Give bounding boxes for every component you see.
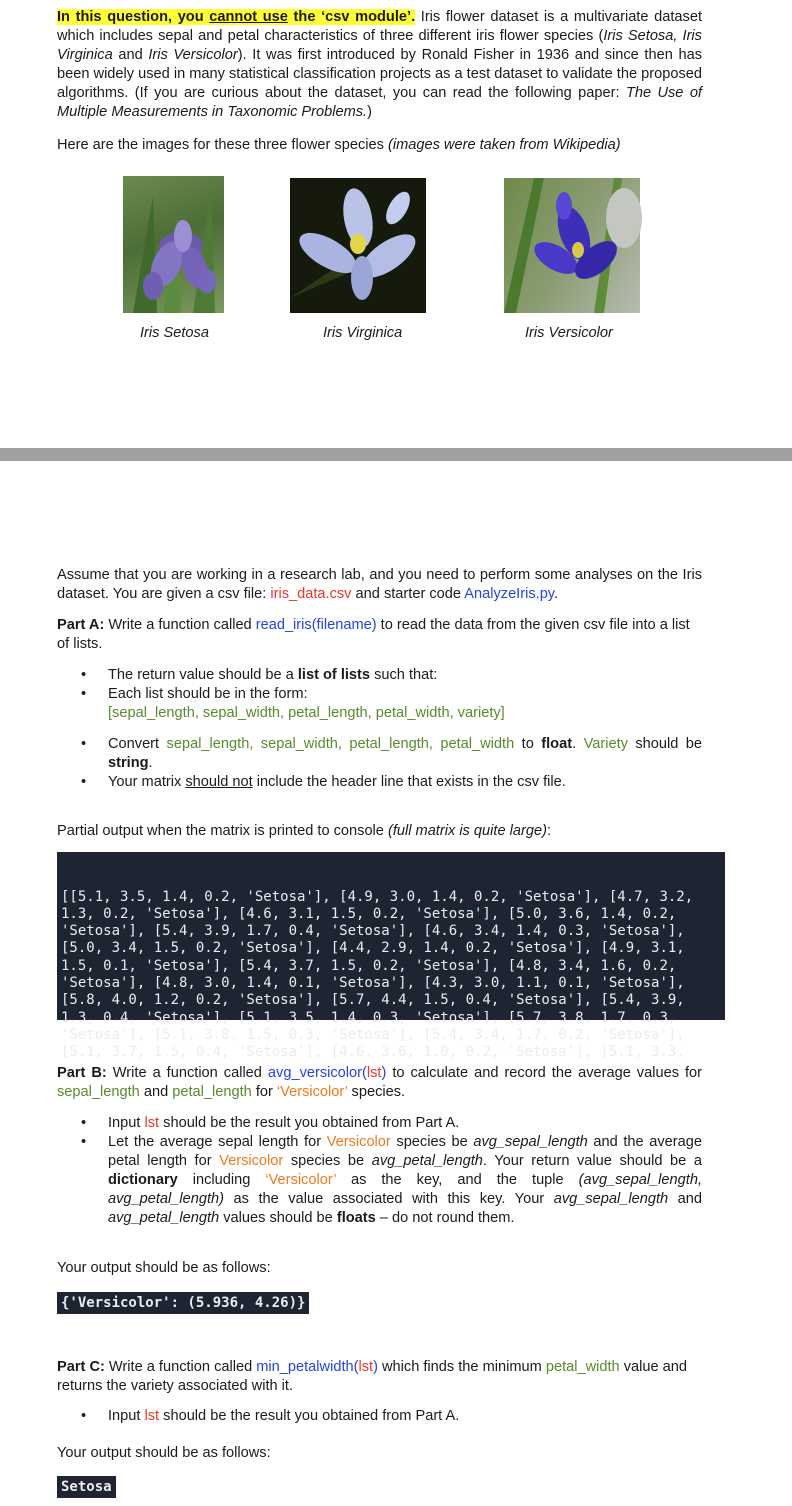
images-intro: Here are the images for these three flower species (images were taken from Wikipedia): [57, 137, 621, 153]
csv-file-name: iris_data.csv: [270, 586, 352, 602]
list-item: • Input lst should be the result you obtained from Part A.: [57, 1114, 702, 1133]
part-b-bullets: [57, 1114, 702, 1228]
code-line: [5.8, 4.0, 1.2, 0.2, 'Setosa'], [5.7, 4.4, 1.5, 0.4, 'Setosa'], [5.4, 3.9,: [61, 992, 685, 1009]
code-line: 1.3, 0.4, 'Setosa'], [5.1, 3.5, 1.4, 0.3, 'Setosa'], [5.7, 3.8, 1.7, 0.3,: [61, 1009, 677, 1026]
part-b-output-label: Your output should be as follows:: [57, 1260, 271, 1276]
partial-output-code: [57, 852, 725, 1061]
part-c-bullets: [57, 1407, 702, 1426]
iris-virginica-photo: [290, 178, 426, 313]
part-a-section: [57, 566, 702, 841]
caption-versicolor: Iris Versicolor: [525, 325, 613, 341]
iris-setosa-photo: [123, 176, 224, 313]
code-line: 1.3, 0.2, 'Setosa'], [4.6, 3.1, 1.5, 0.2, 'Setosa'], [5.0, 3.6, 1.4, 0.2,: [61, 905, 677, 922]
page-divider: [0, 448, 792, 461]
caption-setosa: Iris Setosa: [140, 325, 209, 341]
code-line: 1.5, 0.1, 'Setosa'], [5.4, 3.7, 1.5, 0.2, 'Setosa'], [4.8, 3.4, 1.6, 0.2,: [61, 957, 677, 974]
part-b-paragraph: Part B: Write a function called avg_versicolor(lst) to calculate and record the average values for sepal_length and petal_length for ‘Versicolor’ species.: [57, 1065, 703, 1100]
avg-versicolor-func: avg_versicolor(lst): [267, 1065, 387, 1081]
partial-output-label: Partial output when the matrix is printed to console (full matrix is quite large):: [57, 823, 551, 839]
part-b-output-code: {'Versicolor': (5.936, 4.26)}: [57, 1292, 309, 1314]
assume-paragraph: Assume that you are working in a research lab, and you need to perform some analyses on the Iris dataset. You are given a csv file: iris_data.csv and starter code AnalyzeIris.py.: [57, 567, 702, 602]
intro-section: [57, 8, 702, 155]
code-line: 'Setosa'], [5.1, 3.8, 1.5, 0.3, 'Setosa'], [5.4, 3.4, 1.7, 0.2, 'Setosa'],: [61, 1026, 685, 1043]
intro-paragraph: In this question, you cannot use the ‘csv module’. Iris flower dataset is a multivariate dataset which includes sepal and petal characteristics of three different iris flower species (Iris Setosa, Iris Virginica and Iris Versicolor). It was first introduced by Ronald Fisher in 1936 and since then has been widely used in many statistical classification projects as a test dataset to validate the proposed algorithms. (If you are curious about the dataset, you can read the following paper: The Use of Multiple Measurements in Taxonomic Problems.): [57, 9, 702, 120]
list-item: • Convert sepal_length, sepal_width, petal_length, petal_width to float. Variety should be string.: [57, 735, 702, 773]
part-a-paragraph: Part A: Write a function called read_iris(filename) to read the data from the given csv file into a list of lists.: [57, 617, 690, 652]
list-item: • Input lst should be the result you obtained from Part A.: [57, 1407, 702, 1426]
code-line: [5.1, 3.7, 1.5, 0.4, 'Setosa'], [4.6, 3.6, 1.0, 0.2, 'Setosa'], [5.1, 3.3,: [61, 1044, 685, 1061]
min-petalwidth-func: min_petalwidth(lst): [256, 1359, 378, 1375]
part-c-output-code: Setosa: [57, 1476, 116, 1498]
paper-title: The Use of Multiple Measurements in Taxonomic Problems.: [57, 85, 702, 120]
code-line: [[5.1, 3.5, 1.4, 0.2, 'Setosa'], [4.9, 3.0, 1.4, 0.2, 'Setosa'], [4.7, 3.2,: [61, 888, 694, 905]
list-item: • Let the average sepal length for Versicolor species be avg_sepal_length and the average petal length for Versicolor species be avg_petal_length. Your return value should be a dictionary including ‘Versicolor’ as the key, and the tuple (avg_sepal_length, avg_petal_length) as the value associated with this key. Your avg_sepal_length and avg_petal_length values should be floats – do not round them.: [57, 1133, 702, 1228]
code-line: 'Setosa'], [5.4, 3.9, 1.7, 0.4, 'Setosa'], [4.6, 3.4, 1.4, 0.3, 'Setosa'],: [61, 923, 685, 940]
starter-code-name: AnalyzeIris.py: [464, 586, 555, 602]
code-line: 'Setosa'], [4.8, 3.0, 1.4, 0.1, 'Setosa'], [4.3, 3.0, 1.1, 0.1, 'Setosa'],: [61, 975, 685, 992]
caption-virginica: Iris Virginica: [323, 325, 403, 341]
csv-warning-highlight: In this question, you cannot use the ‘csv module’.: [57, 9, 416, 25]
part-c-section: [57, 1358, 702, 1463]
part-a-bullets: [57, 666, 702, 792]
list-item: • Each list should be in the form: [sepal_length, sepal_width, petal_length, petal_width, variety]: [57, 685, 702, 723]
part-b-section: [57, 1064, 702, 1278]
list-item: • The return value should be a list of lists such that:: [57, 666, 702, 685]
code-line: [5.0, 3.4, 1.5, 0.2, 'Setosa'], [4.4, 2.9, 1.4, 0.2, 'Setosa'], [4.9, 3.1,: [61, 940, 685, 957]
list-item: • Your matrix should not include the header line that exists in the csv file.: [57, 773, 702, 792]
part-c-output-label: Your output should be as follows:: [57, 1445, 271, 1461]
read-iris-func: read_iris(filename): [255, 617, 377, 633]
flower-images: [0, 176, 792, 316]
part-c-paragraph: Part C: Write a function called min_petalwidth(lst) which finds the minimum petal_width value and returns the variety associated with it.: [57, 1359, 688, 1394]
iris-versicolor-photo: [504, 178, 640, 313]
